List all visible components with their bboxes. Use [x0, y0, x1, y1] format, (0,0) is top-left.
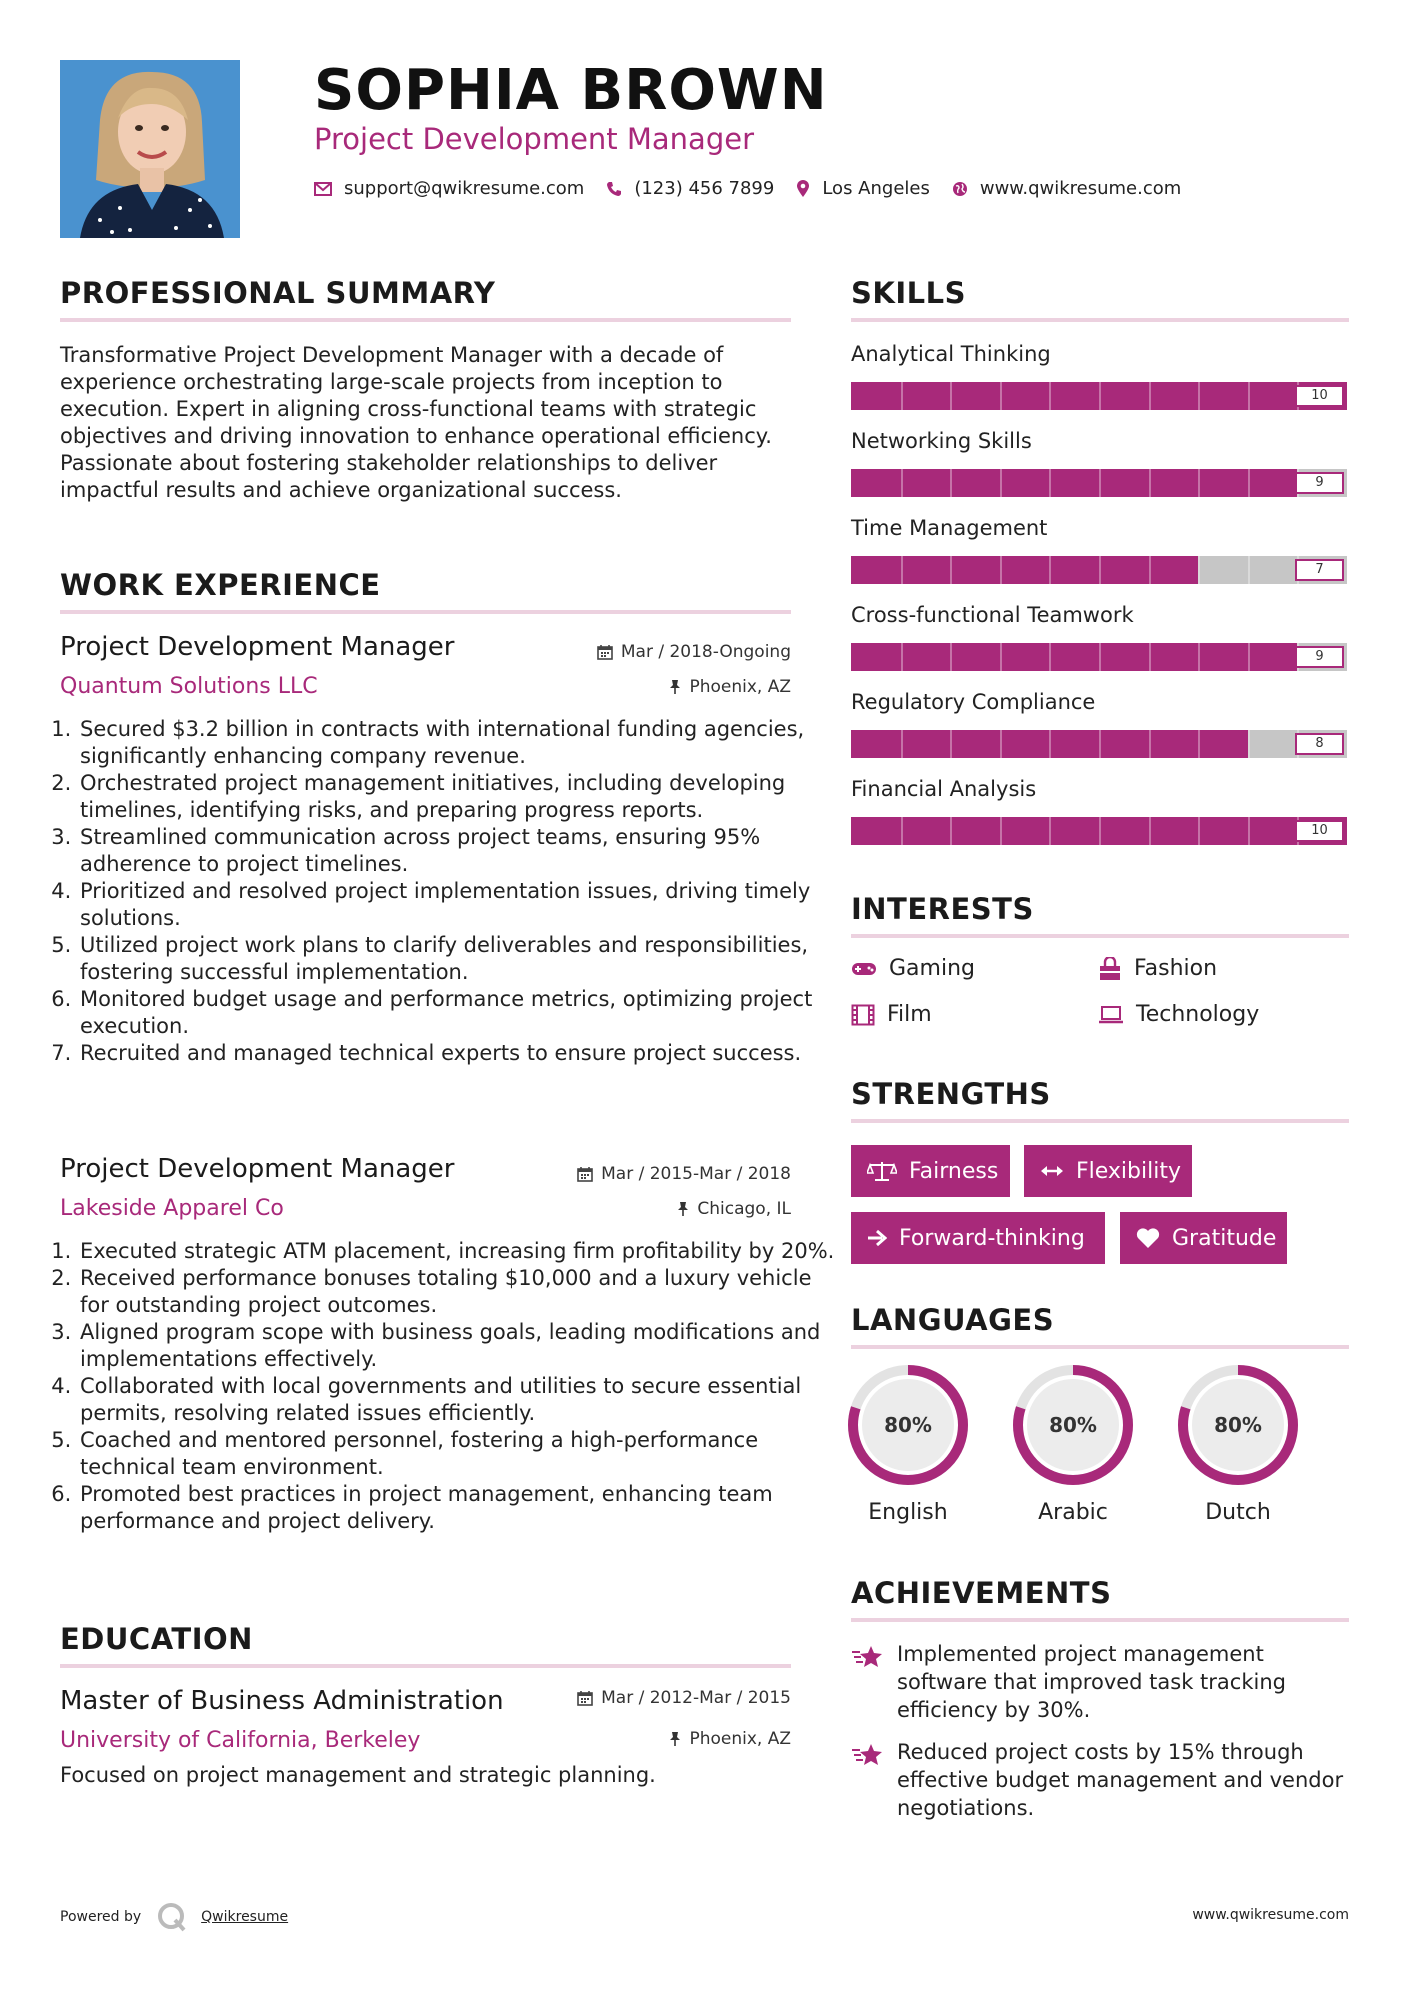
education-location-text: Phoenix, AZ [689, 1729, 791, 1749]
summary-text: Transformative Project Development Manager with a decade of experience orchestrating large-scale projects from inception to execution. Expert in aligning cross-functional teams with strategic objectives and driving innovation to enhance operational efficiency. Passionate about fostering stakeholder relationships to deliver impactful results and achieve organizational success. [60, 343, 772, 502]
work-heading: WORK EXPERIENCE [60, 568, 381, 602]
skill-bar-segment [950, 556, 952, 584]
skill-bar [851, 643, 1347, 671]
list-item: 4. Prioritized and resolved project implementation issues, driving timely solutions. [78, 878, 843, 932]
skills-heading: SKILLS [851, 276, 966, 310]
job-location [677, 1199, 791, 1219]
skill-bar-segment [1198, 556, 1200, 584]
film-icon [851, 1004, 875, 1026]
degree-title: Master of Business Administration [60, 1686, 504, 1716]
interest-label: Technology [1136, 1002, 1260, 1027]
skill-name: Regulatory Compliance [851, 690, 1096, 714]
job-dates-text: Mar / 2018-Ongoing [620, 642, 791, 662]
skill-bar-segment [1149, 556, 1151, 584]
skill-bar-segment [1099, 817, 1101, 845]
job-bullets [52, 1238, 843, 1535]
qwikresume-logo-icon [157, 1902, 187, 1932]
laptop-icon [1098, 1005, 1124, 1025]
interest-label: Film [887, 1002, 932, 1027]
language-percent: 80% [1214, 1413, 1262, 1437]
interest-fashion [1098, 956, 1217, 981]
pushpin-icon [677, 1201, 689, 1217]
list-item: 1. Executed strategic ATM placement, increasing firm profitability by 20%. [78, 1238, 843, 1265]
education-divider [60, 1664, 791, 1668]
skill-bar-segment [950, 469, 952, 497]
phone-icon [606, 181, 622, 197]
skill-name: Networking Skills [851, 429, 1032, 453]
skill-bar-segment [1248, 382, 1250, 410]
shopping-bag-icon [1098, 957, 1122, 981]
language-ring [1011, 1363, 1135, 1491]
strength-label: Gratitude [1172, 1225, 1277, 1251]
skill-bar-segment [1248, 643, 1250, 671]
strengths-heading: STRENGTHS [851, 1077, 1051, 1111]
contact-website-text: www.qwikresume.com [979, 178, 1182, 199]
job-title: Project Development Manager [60, 632, 455, 662]
skill-bar-fill [851, 469, 1297, 497]
skill-bar-segment [1049, 382, 1051, 410]
achievement-text: Implemented project management software that improved task tracking efficiency by 30%. [897, 1642, 1286, 1722]
footer-powered-by [60, 1902, 288, 1932]
list-item: 2. Orchestrated project management initiatives, including developing timelines, identifying risks, and preparing progress reports. [78, 770, 843, 824]
strength-tag-flexibility [1024, 1145, 1192, 1197]
interest-label: Gaming [889, 956, 975, 981]
strength-tag-gratitude [1120, 1212, 1287, 1264]
skill-bar-segment [1198, 643, 1200, 671]
skill-bar-segment [1099, 382, 1101, 410]
skill-bar-segment [1049, 730, 1051, 758]
skill-bar-segment [1248, 730, 1250, 758]
strength-label: Forward-thinking [899, 1225, 1085, 1251]
interest-technology [1098, 1002, 1259, 1027]
skill-bar [851, 556, 1347, 584]
map-pin-icon [796, 180, 810, 198]
skill-level-label: 7 [1295, 559, 1344, 581]
achievements-heading: ACHIEVEMENTS [851, 1576, 1112, 1610]
skill-bar-segment [1049, 817, 1051, 845]
contact-website[interactable] [952, 178, 1181, 199]
skill-level-label: 8 [1295, 733, 1344, 755]
footer-url[interactable]: www.qwikresume.com [1192, 1907, 1349, 1923]
skill-bar-segment [901, 643, 903, 671]
list-item: 5. Coached and mentored personnel, fostering a high-performance technical team environment. [78, 1427, 843, 1481]
list-item: 3. Aligned program scope with business goals, leading modifications and implementations effectively. [78, 1319, 843, 1373]
calendar-icon [577, 1690, 593, 1706]
skill-level-label: 10 [1295, 820, 1344, 842]
job-location-text: Chicago, IL [697, 1199, 791, 1219]
skill-bar-segment [1000, 643, 1002, 671]
skill-bar-segment [1000, 556, 1002, 584]
strength-tag-fairness [851, 1145, 1010, 1197]
language-percent: 80% [884, 1413, 932, 1437]
education-dates [577, 1688, 791, 1708]
job-title: Project Development Manager [60, 1154, 455, 1184]
contact-phone[interactable] [606, 178, 774, 199]
contact-location-text: Los Angeles [822, 178, 930, 199]
skill-bar-segment [901, 730, 903, 758]
strengths-divider [851, 1119, 1349, 1123]
skills-divider [851, 318, 1349, 322]
contact-email[interactable] [314, 178, 584, 199]
languages-divider [851, 1345, 1349, 1349]
brand-link[interactable]: Qwikresume [201, 1909, 289, 1925]
achievement-item [851, 1738, 1351, 1822]
skill-bar-segment [950, 382, 952, 410]
profile-photo [60, 60, 240, 238]
contact-location [796, 178, 930, 199]
achievement-text: Reduced project costs by 15% through effective budget management and vendor negotiations. [897, 1740, 1344, 1820]
skill-bar-segment [1099, 469, 1101, 497]
skill-bar-segment [1099, 730, 1101, 758]
candidate-name: SOPHIA BROWN [314, 58, 828, 123]
list-item: 1. Secured $3.2 billion in contracts with international funding agencies, significantly enhancing company revenue. [78, 716, 843, 770]
interests-heading: INTERESTS [851, 892, 1034, 926]
language-name: Arabic [1038, 1500, 1108, 1525]
heart-icon [1136, 1227, 1160, 1249]
job-location-text: Phoenix, AZ [689, 677, 791, 697]
skill-bar [851, 469, 1347, 497]
skill-bar-segment [1149, 469, 1151, 497]
education-description: Focused on project management and strategic planning. [60, 1763, 656, 1787]
summary-heading: PROFESSIONAL SUMMARY [60, 276, 496, 310]
skill-bar [851, 817, 1347, 845]
list-item: 4. Collaborated with local governments and utilities to secure essential permits, resolving related issues efficiently. [78, 1373, 843, 1427]
list-item: 6. Promoted best practices in project management, enhancing team performance and project delivery. [78, 1481, 843, 1535]
interest-gaming [851, 956, 975, 981]
skill-bar-segment [1149, 382, 1151, 410]
envelope-icon [314, 182, 332, 196]
job-dates [597, 642, 791, 662]
strength-label: Fairness [909, 1158, 999, 1184]
list-item: 5. Utilized project work plans to clarify deliverables and responsibilities, fostering successful implementation. [78, 932, 843, 986]
list-item: 7. Recruited and managed technical experts to ensure project success. [78, 1040, 843, 1067]
skill-bar-segment [1198, 382, 1200, 410]
job-company: Lakeside Apparel Co [60, 1196, 284, 1221]
skill-bar-segment [1000, 382, 1002, 410]
summary-divider [60, 318, 791, 322]
skill-bar-fill [851, 643, 1297, 671]
skill-bar-segment [1198, 730, 1200, 758]
candidate-title: Project Development Manager [314, 122, 754, 156]
skill-bar-segment [1248, 469, 1250, 497]
interests-divider [851, 934, 1349, 938]
skill-bar-fill [851, 556, 1198, 584]
school-name: University of California, Berkeley [60, 1728, 421, 1753]
skill-name: Analytical Thinking [851, 342, 1051, 366]
skill-bar-segment [901, 817, 903, 845]
skill-bar-segment [901, 469, 903, 497]
language-ring [1176, 1363, 1300, 1491]
star-swoosh-icon [851, 1742, 883, 1768]
skill-level-label: 9 [1295, 646, 1344, 668]
skill-bar-segment [1149, 643, 1151, 671]
skill-bar-segment [1049, 556, 1051, 584]
language-name: English [868, 1500, 948, 1525]
skill-bar [851, 382, 1347, 410]
skill-bar-segment [901, 382, 903, 410]
skill-bar-segment [1198, 469, 1200, 497]
contact-phone-text: (123) 456 7899 [634, 178, 775, 199]
skill-bar-segment [950, 817, 952, 845]
arrow-right-icon [867, 1229, 887, 1247]
skill-bar-segment [1000, 730, 1002, 758]
language-name: Dutch [1205, 1500, 1271, 1525]
skill-bar-segment [1248, 817, 1250, 845]
calendar-icon [577, 1166, 593, 1182]
skill-level-label: 9 [1295, 472, 1344, 494]
interest-label: Fashion [1134, 956, 1218, 981]
skill-bar-segment [1149, 817, 1151, 845]
skill-bar-segment [950, 730, 952, 758]
language-ring [846, 1363, 970, 1491]
work-divider [60, 610, 791, 614]
arrows-horizontal-icon [1040, 1164, 1064, 1178]
achievements-divider [851, 1618, 1349, 1622]
skill-name: Cross-functional Teamwork [851, 603, 1134, 627]
pushpin-icon [669, 679, 681, 695]
job-dates-text: Mar / 2015-Mar / 2018 [601, 1164, 791, 1184]
pushpin-icon [669, 1731, 681, 1747]
list-item: 3. Streamlined communication across project teams, ensuring 95% adherence to project timelines. [78, 824, 843, 878]
skill-bar-segment [1049, 643, 1051, 671]
skill-bar-segment [1149, 730, 1151, 758]
balance-scale-icon [867, 1160, 897, 1182]
skill-bar-segment [1000, 469, 1002, 497]
star-swoosh-icon [851, 1644, 883, 1670]
skill-bar-segment [1198, 817, 1200, 845]
job-dates [577, 1164, 791, 1184]
languages-heading: LANGUAGES [851, 1303, 1055, 1337]
calendar-icon [597, 644, 613, 660]
skill-bar [851, 730, 1347, 758]
skill-bar-segment [950, 643, 952, 671]
contact-email-text: support@qwikresume.com [344, 178, 585, 199]
skill-bar-segment [1099, 643, 1101, 671]
skill-name: Time Management [851, 516, 1048, 540]
job-bullets [52, 716, 843, 1067]
skill-bar-segment [1000, 817, 1002, 845]
list-item: 6. Monitored budget usage and performance metrics, optimizing project execution. [78, 986, 843, 1040]
gamepad-icon [851, 961, 877, 977]
skill-bar-segment [1099, 556, 1101, 584]
strength-tag-forward-thinking [851, 1212, 1105, 1264]
list-item: 2. Received performance bonuses totaling $10,000 and a luxury vehicle for outstanding project outcomes. [78, 1265, 843, 1319]
education-location [669, 1729, 791, 1749]
contact-bar [314, 178, 1203, 199]
powered-by-text: Powered by [60, 1909, 142, 1925]
skill-bar-segment [1049, 469, 1051, 497]
skill-name: Financial Analysis [851, 777, 1037, 801]
skill-bar-segment [901, 556, 903, 584]
strength-label: Flexibility [1076, 1158, 1181, 1184]
education-dates-text: Mar / 2012-Mar / 2015 [601, 1688, 791, 1708]
skill-level-label: 10 [1295, 385, 1344, 407]
achievement-item [851, 1640, 1351, 1724]
skill-bar-segment [1248, 556, 1250, 584]
interest-film [851, 1002, 932, 1027]
language-percent: 80% [1049, 1413, 1097, 1437]
globe-icon [952, 181, 968, 197]
job-location [669, 677, 791, 697]
job-company: Quantum Solutions LLC [60, 674, 318, 699]
education-heading: EDUCATION [60, 1622, 253, 1656]
